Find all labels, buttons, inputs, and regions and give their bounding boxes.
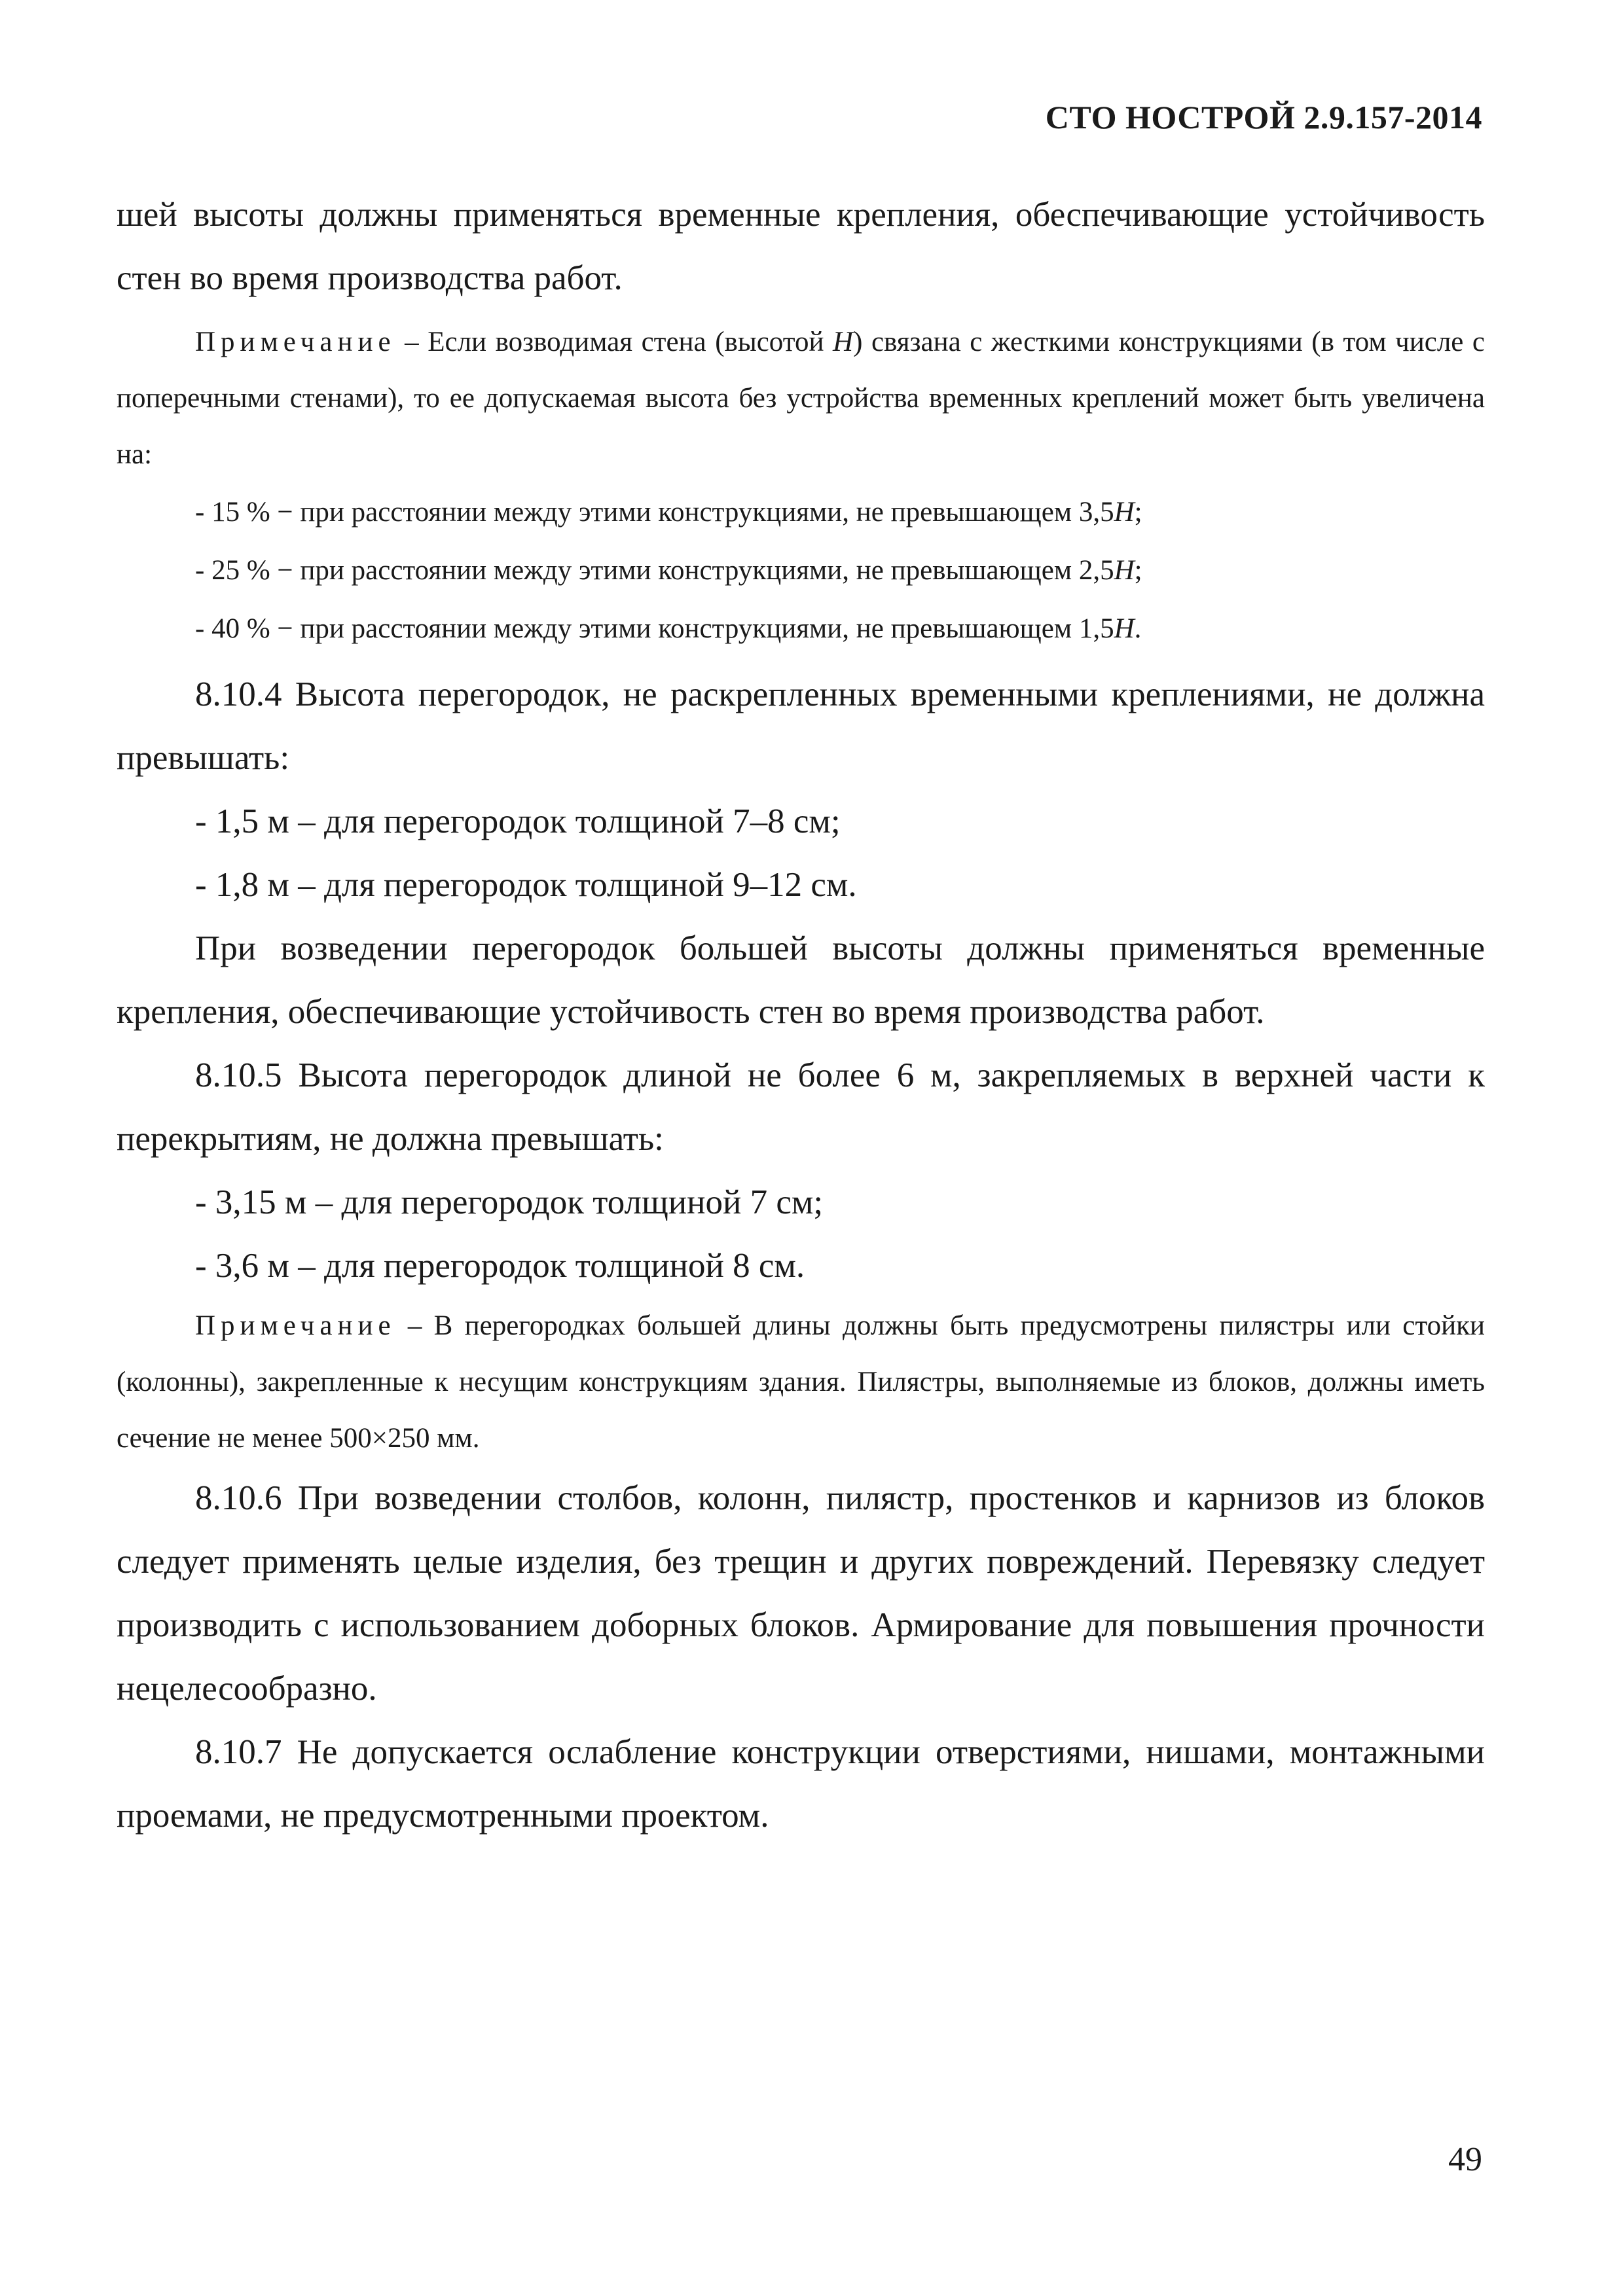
note-text: В перегородках большей длины должны быть предусмотрены пилястры или стойки (колонны), закрепленные к несущим конструкциям здания. Пилястры, выполняемые из блоков, должны иметь сечение не менее 500×250 мм. — [117, 1310, 1486, 1454]
note-item-end: . — [1134, 613, 1142, 644]
note-text-a: Если возводимая стена (высотой — [428, 327, 833, 357]
list-item: - 1,5 м – для перегородок толщиной 7–8 см; — [195, 802, 841, 840]
page-body — [117, 183, 1485, 1848]
list-item: - 1,8 м – для перегородок толщиной 9–12 см. — [195, 866, 857, 904]
variable-h: H — [1114, 497, 1135, 528]
note-label: Примечание — [195, 327, 396, 357]
clause-8-10-6: 8.10.6 При возведении столбов, колонн, пилястр, простенков и карнизов из блоков следует применять целые изделия, без трещин и других повреждений. Перевязку следует производить с использованием доборных блоков. Армирование для повышения прочности нецелесообразно. — [117, 1479, 1485, 1708]
clause-8-10-7: 8.10.7 Не допускается ослабление конструкции отверстиями, нишами, монтажными проемами, не предусмотренными проектом. — [117, 1733, 1485, 1835]
clause-8-10-5: 8.10.5 Высота перегородок длиной не более 6 м, закрепляемых в верхней части к перекрытиям, не должна превышать: — [117, 1056, 1485, 1158]
note-item-text: - 15 % − при расстоянии между этими конструкциями, не превышающем 3,5 — [195, 497, 1114, 528]
note-item-end: ; — [1134, 555, 1142, 586]
note-item-text: - 25 % − при расстоянии между этими конструкциями, не превышающем 2,5 — [195, 555, 1114, 586]
note-list-item — [117, 483, 1485, 541]
note-temporary-fastening — [117, 314, 1485, 658]
note-pilasters — [117, 1298, 1485, 1467]
variable-h: H — [1114, 613, 1135, 644]
document-code-header: СТО НОСТРОЙ 2.9.157-2014 — [1045, 99, 1482, 135]
note-paragraph — [117, 314, 1485, 483]
note-list-item — [117, 541, 1485, 600]
variable-h: H — [833, 327, 854, 357]
list-item: - 3,6 м – для перегородок толщиной 8 см. — [195, 1247, 805, 1285]
page-number: 49 — [1448, 2141, 1482, 2178]
variable-h: H — [1114, 555, 1135, 586]
note-label: Примечание — [195, 1310, 396, 1341]
continuation-paragraph: шей высоты должны применяться временные крепления, обеспечивающие устойчивость стен во время производства работ. — [117, 196, 1485, 297]
list-item: - 3,15 м – для перегородок толщиной 7 см; — [195, 1183, 824, 1221]
note-dash: – — [395, 1310, 434, 1341]
note-dash: – — [395, 327, 428, 357]
note-list-item — [117, 600, 1485, 658]
clause-8-10-4: 8.10.4 Высота перегородок, не раскрепленных временными креплениями, не должна превышать: — [117, 675, 1485, 777]
note-item-end: ; — [1134, 497, 1142, 528]
paragraph-larger-height: При возведении перегородок большей высоты должны применяться временные крепления, обеспечивающие устойчивость стен во время производства работ. — [117, 929, 1485, 1031]
note-item-text: - 40 % − при расстоянии между этими конструкциями, не превышающем 1,5 — [195, 613, 1114, 644]
note-text-b: ) связана с жесткими конструкциями (в том числе с поперечными стенами), то ее допускаемая высота без устройства временных креплений может быть увеличена на: — [117, 327, 1485, 470]
